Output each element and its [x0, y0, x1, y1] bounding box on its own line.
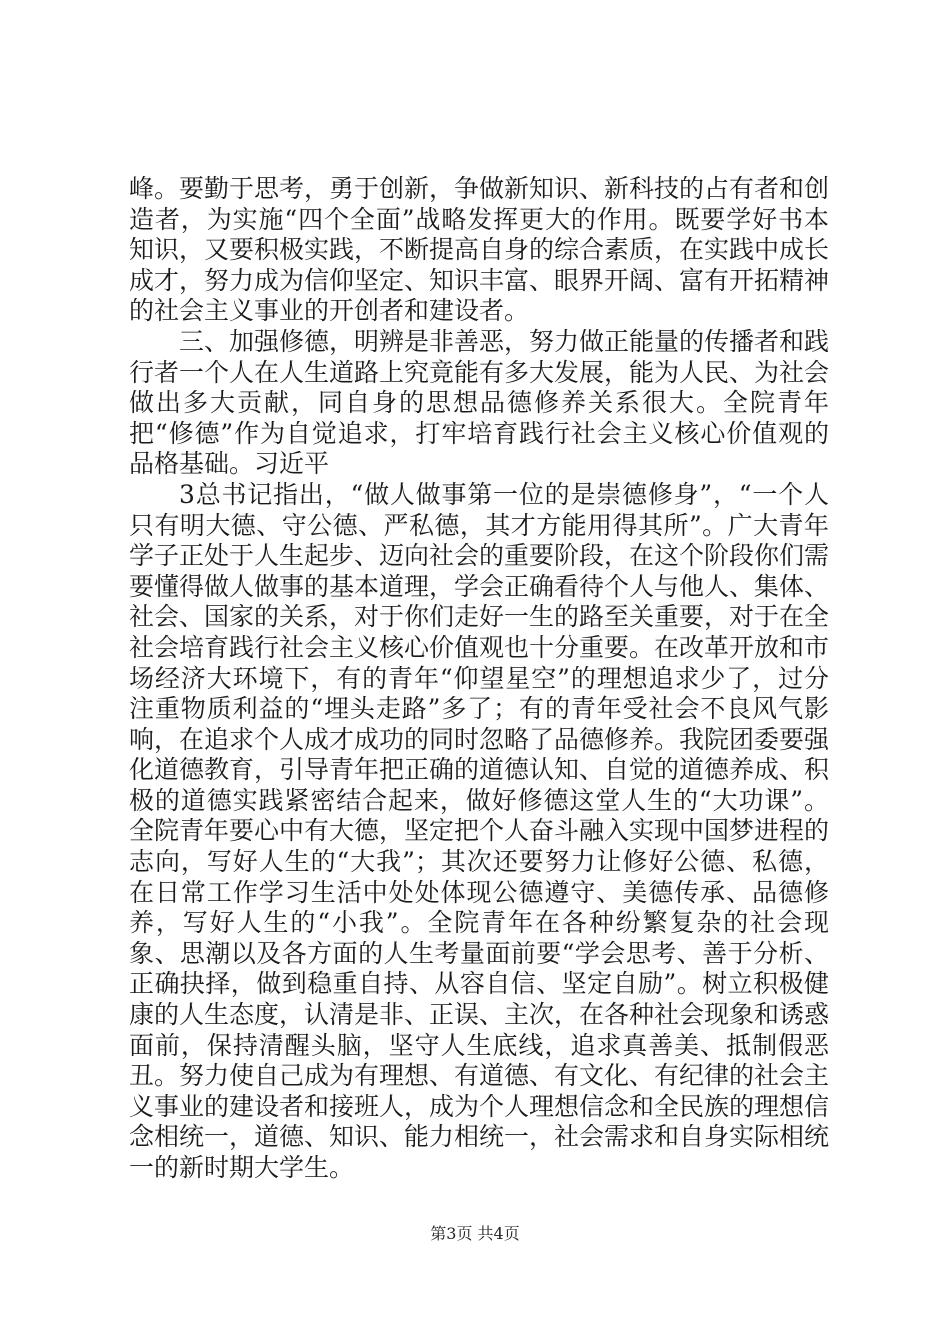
page-footer: 第3页 共4页 — [430, 1224, 520, 1243]
document-body — [129, 174, 829, 1184]
paragraph-section-three: 三、加强修德，明辨是非善恶，努力做正能量的传播者和践行者一个人在人生道路上究竟能有多大发展，能为人民、为社会做出多大贡献，同自身的思想品德修养关系很大。全院青年把“修德”作为自觉追求，打牢培育践行社会主义核心价值观的品格基础。习近平 — [129, 326, 830, 479]
paragraph-continuation: 峰。要勤于思考，勇于创新，争做新知识、新科技的占有者和创造者，为实施“四个全面”战略发挥更大的作用。既要学好书本知识，又要积极实践，不断提高自身的综合素质，在实践中成长成才，努力成为信仰坚定、知识丰富、眼界开阔、富有开拓精神的社会主义事业的开创者和建设者。 — [129, 174, 830, 326]
paragraph-quote: 3总书记指出，“做人做事第一位的是崇德修身”，“一个人只有明大德、守公德、严私德，其才方能用得其所”。广大青年学子正处于人生起步、迈向社会的重要阶段，在这个阶段你们需要懂得做人做事的基本道理，学会正确看待个人与他人、集体、社会、国家的关系，对于你们走好一生的路至关重要，对于在全社会培育践行社会主义核心价值观也十分重要。在改革开放和市场经济大环境下，有的青年“仰望星空”的理想追求少了，过分注重物质利益的“埋头走路”多了；有的青年受社会不良风气影响，在追求个人成才成功的同时忽略了品德修养。我院团委要强化道德教育，引导青年把正确的道德认知、自觉的道德养成、积极的道德实践紧密结合起来，做好修德这堂人生的“大功课”。全院青年要心中有大德，坚定把个人奋斗融入实现中国梦进程的志向，写好人生的“大我”；其次还要努力让修好公德、私德，在日常工作学习生活中处处体现公德遵守、美德传承、品德修养，写好人生的“小我”。全院青年在各种纷繁复杂的社会现象、思潮以及各方面的人生考量面前要“学会思考、善于分析、正确抉择，做到稳重自持、从容自信、坚定自励”。树立积极健康的人生态度，认清是非、正误、主次，在各种社会现象和诱惑面前，保持清醒头脑，坚守人生底线，追求真善美、抵制假恶丑。努力使自己成为有理想、有道德、有文化、有纪律的社会主义事业的建设者和接班人，成为个人理想信念和全民族的理想信念相统一，道德、知识、能力相统一，社会需求和自身实际相统一的新时期大学生。 — [129, 479, 830, 1182]
